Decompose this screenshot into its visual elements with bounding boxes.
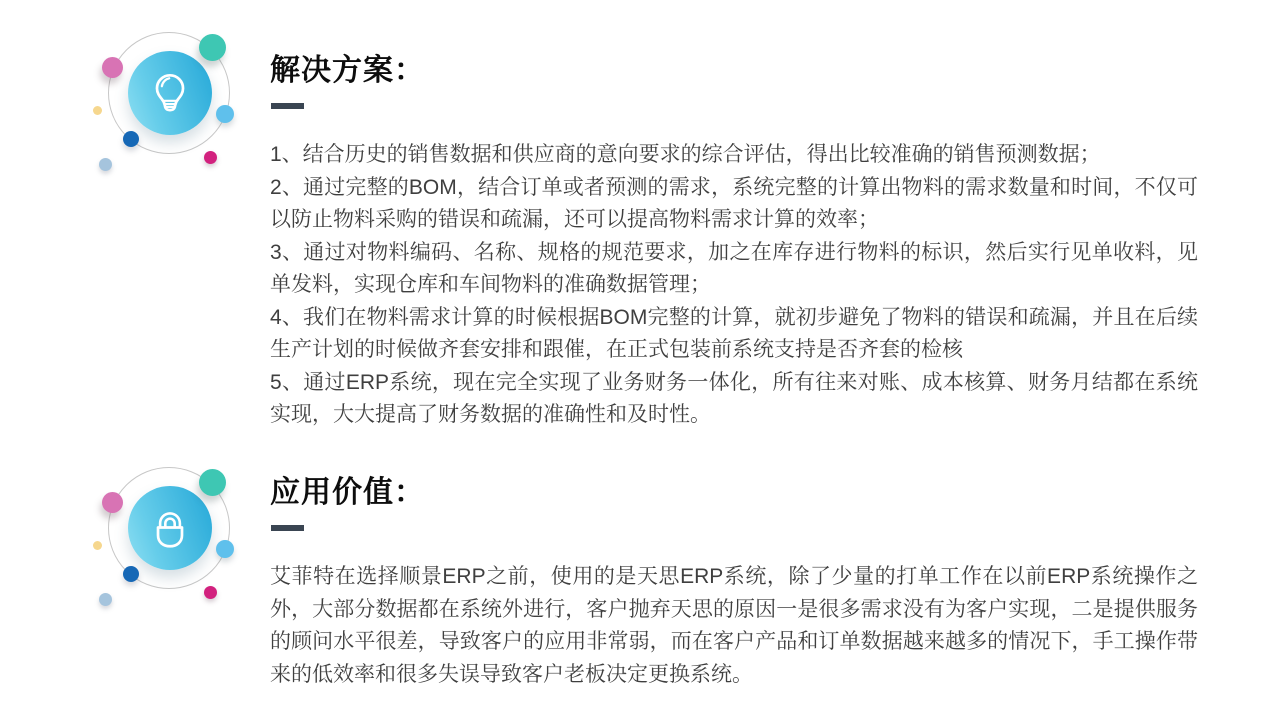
decorative-dot-magenta [204, 151, 217, 164]
lightbulb-icon [145, 68, 195, 118]
solution-paragraphs [270, 139, 1198, 432]
value-paragraphs [270, 561, 1198, 691]
decorative-dot-yellow [93, 106, 102, 115]
decorative-dot-teal [199, 469, 226, 496]
decorative-dot-dark-blue [123, 131, 139, 147]
value-icon-badge [88, 465, 248, 625]
solution-icon-badge [88, 30, 248, 190]
decorative-dot-yellow [93, 541, 102, 550]
decorative-dot-pink [102, 492, 123, 513]
title-underline-dash [271, 525, 304, 531]
lock-icon [145, 503, 195, 553]
decorative-dot-dark-blue [123, 566, 139, 582]
icon-circle [128, 486, 212, 570]
paragraph-1: 艾菲特在选择顺景ERP之前，使用的是天思ERP系统，除了少量的打单工作在以前ERP系统操作之外，大部分数据都在系统外进行，客户抛弃天思的原因一是很多需求没有为客户实现，二是提供服务的顾问水平很差，导致客户的应用非常弱，而在客户产品和订单数据越来越多的情况下，手工操作带来的低效率和很多失误导致客户老板决定更换系统。 [270, 565, 1198, 686]
section-title-solution: 解决方案： [270, 54, 425, 87]
decorative-dot-blue-gray [99, 158, 112, 171]
decorative-dot-light-blue [216, 540, 234, 558]
decorative-dot-light-blue [216, 105, 234, 123]
decorative-dot-teal [199, 34, 226, 61]
decorative-dot-magenta [204, 586, 217, 599]
title-underline-dash [271, 103, 304, 109]
paragraph-1: 1、结合历史的销售数据和供应商的意向要求的综合评估，得出比较准确的销售预测数据； [270, 143, 1101, 166]
paragraph-2: 2、通过完整的BOM，结合订单或者预测的需求，系统完整的计算出物料的需求数量和时间，不仅可以防止物料采购的错误和疏漏，还可以提高物料需求计算的效率； [270, 175, 1198, 231]
paragraph-5: 5、通过ERP系统，现在完全实现了业务财务一体化，所有往来对账、成本核算、财务月结都在系统实现，大大提高了财务数据的准确性和及时性。 [270, 370, 1198, 426]
decorative-dot-pink [102, 57, 123, 78]
icon-circle [128, 51, 212, 135]
paragraph-4: 4、我们在物料需求计算的时候根据BOM完整的计算，就初步避免了物料的错误和疏漏，并且在后续生产计划的时候做齐套安排和跟催，在正式包装前系统支持是否齐套的检核 [270, 305, 1198, 361]
decorative-dot-blue-gray [99, 593, 112, 606]
section-title-value: 应用价值： [270, 476, 425, 509]
paragraph-3: 3、通过对物料编码、名称、规格的规范要求，加之在库存进行物料的标识，然后实行见单收料，见单发料，实现仓库和车间物料的准确数据管理； [270, 240, 1198, 296]
